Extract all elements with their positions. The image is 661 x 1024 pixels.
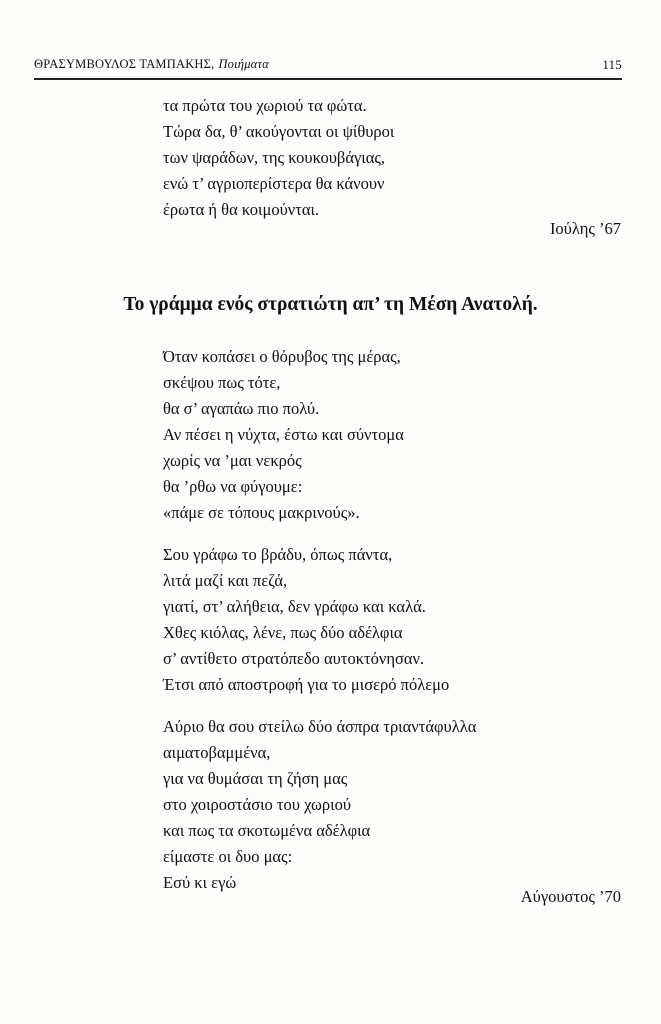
poem-line: σκέψου πως τότε, [163, 373, 281, 392]
poem-line: Αύριο θα σου στείλω δύο άσπρα τριαντάφυλλα [163, 717, 477, 736]
poem-stanza-3 [163, 714, 476, 896]
poem-line: Όταν κοπάσει ο θόρυβος της μέρας, [163, 347, 401, 366]
poem-line: Σου γράφω το βράδυ, όπως πάντα, [163, 545, 393, 564]
poem-line: Εσύ κι εγώ [163, 873, 237, 892]
poem-line: Έτσι από αποστροφή για το μισερό πόλεμο [163, 675, 450, 694]
header-book-title: Ποιήματα [218, 57, 269, 71]
page-number: 115 [602, 57, 622, 72]
poem-line: χωρίς να ’μαι νεκρός [163, 451, 302, 470]
poem-line: και πως τα σκοτωμένα αδέλφια [163, 821, 371, 840]
poem-line: θα ’ρθω να φύγουμε: [163, 477, 303, 496]
poem-stanza-1 [163, 344, 404, 526]
prev-poem-stanza [163, 93, 394, 223]
prev-poem-date: Ιούλης ’67 [549, 219, 621, 238]
poem-line: Αν πέσει η νύχτα, έστω και σύντομα [163, 425, 404, 444]
poem-line: Χθες κιόλας, λένε, πως δύο αδέλφια [163, 623, 403, 642]
poem-date: Αύγουστος ’70 [520, 887, 621, 906]
poem-line: λιτά μαζί και πεζά, [163, 571, 288, 590]
poem-stanza-2 [163, 542, 449, 698]
poem-line: γιατί, στ’ αλήθεια, δεν γράφω και καλά. [163, 597, 426, 616]
poem-line: έρωτα ή θα κοιμούνται. [163, 200, 320, 219]
poem-line: θα σ’ αγαπάω πιο πολύ. [163, 399, 320, 418]
poem-line: «πάμε σε τόπους μακρινούς». [163, 503, 360, 522]
poem-line: στο χοιροστάσιο του χωριού [163, 795, 352, 814]
header-author: ΘΡΑΣΥΜΒΟΥΛΟΣ ΤΑΜΠΑΚΗΣ, [34, 57, 215, 71]
poem-line: Τώρα δα, θ’ ακούγονται οι ψίθυροι [163, 122, 395, 141]
poem-line: ενώ τ’ αγριοπερίστερα θα κάνουν [163, 174, 385, 193]
header-rule [34, 78, 622, 80]
poem-line: τα πρώτα του χωριού τα φώτα. [163, 96, 367, 115]
poem-line: των ψαράδων, της κουκουβάγιας, [163, 148, 386, 167]
running-header [34, 57, 622, 72]
poem-line: αιματοβαμμένα, [163, 743, 271, 762]
poem-line: είμαστε οι δυο μας: [163, 847, 293, 866]
poem-title: Το γράμμα ενός στρατιώτη απ’ τη Μέση Ανατολή. [123, 294, 538, 315]
poem-line: σ’ αντίθετο στρατόπεδο αυτοκτόνησαν. [163, 649, 425, 668]
poem-line: για να θυμάσαι τη ζήση μας [163, 769, 348, 788]
